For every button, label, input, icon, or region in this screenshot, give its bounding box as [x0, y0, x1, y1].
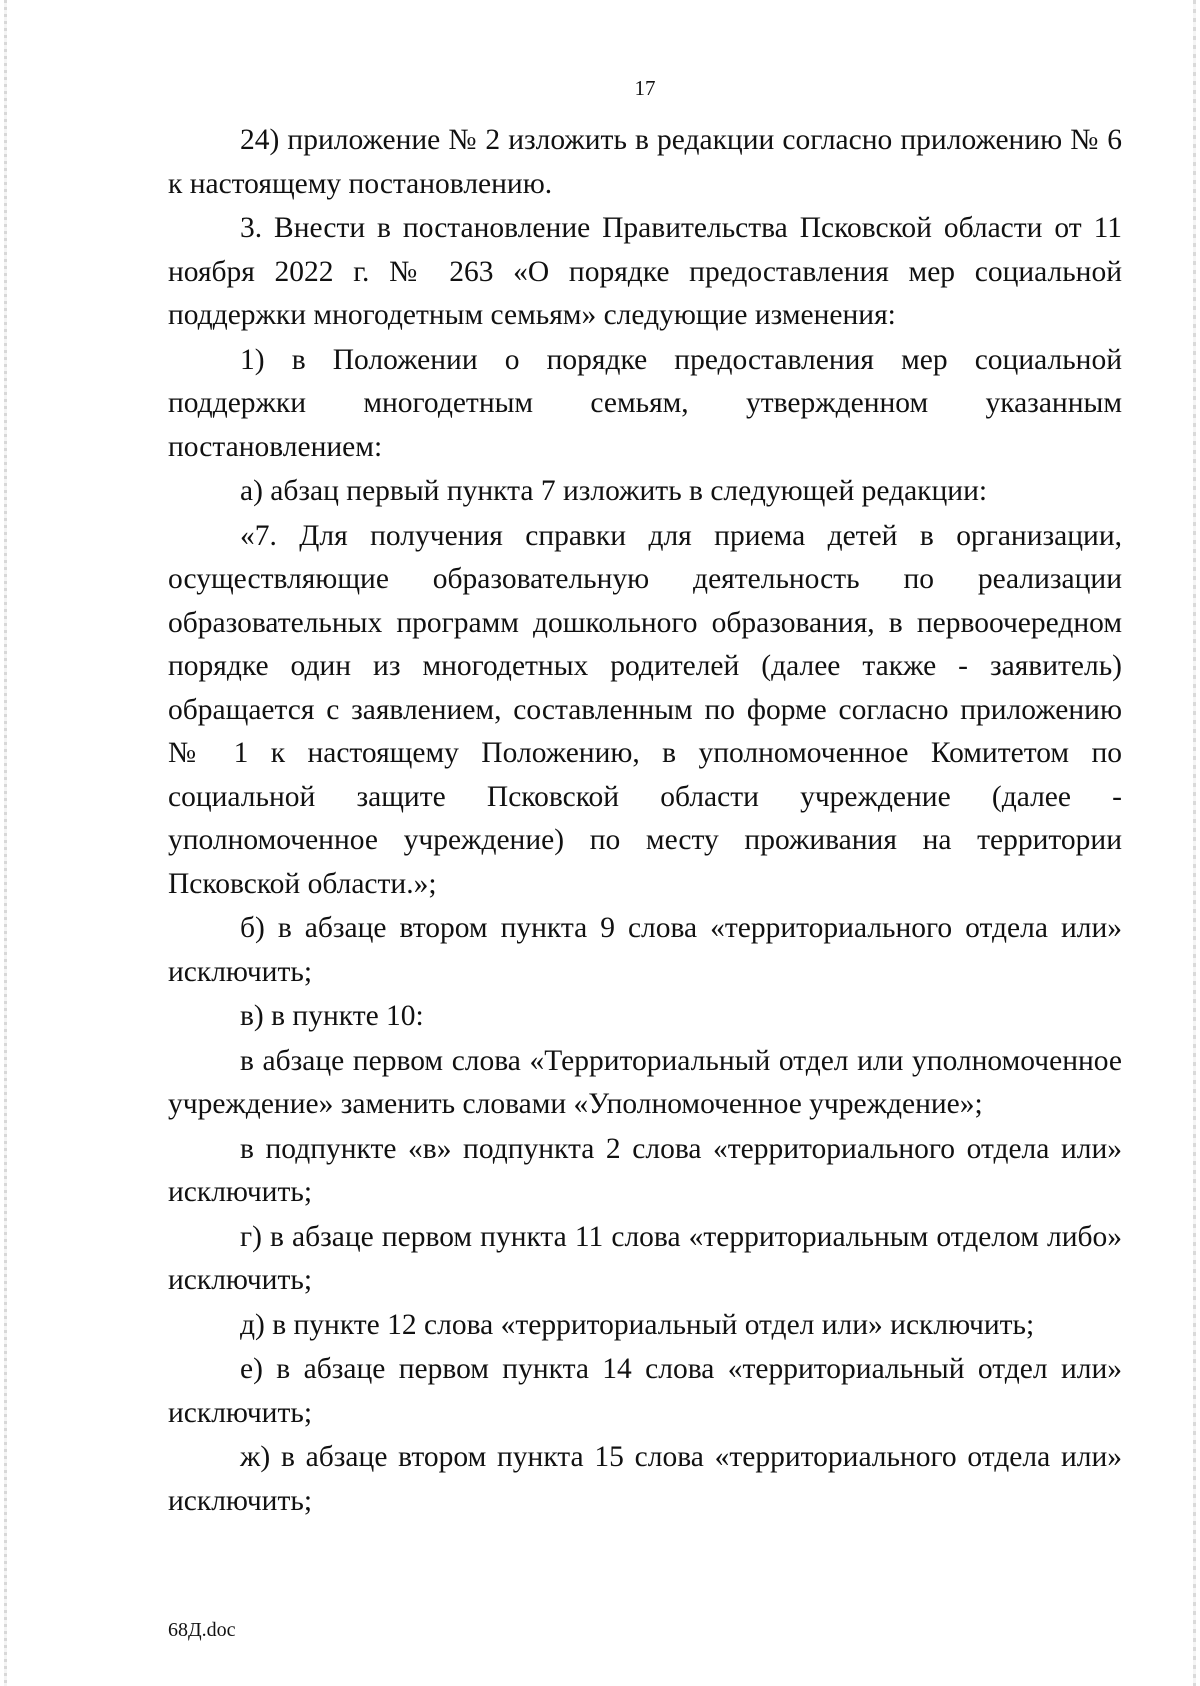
paragraph: ж) в абзаце втором пункта 15 слова «территориального отдела или» исключить; — [168, 1441, 1122, 1517]
scan-edge-right — [1193, 0, 1196, 1686]
paragraph: б) в абзаце втором пункта 9 слова «территориального отдела или» исключить; — [168, 912, 1122, 988]
paragraph: «7. Для получения справки для приема детей в организации, осуществляющие образовательную деятельность по реализации образовательных программ дошкольного образования, в первоочередном порядке один из многодетных родителей (далее также - заявитель) обращается с заявлением, составленным по форме согласно приложению № 1 к настоящему Положению, в уполномоченное Комитетом по социальной защите Псковской области учреждение (далее - уполномоченное учреждение) по месту проживания на территории Псковской области.»; — [168, 519, 1122, 900]
paragraph: 24) приложение № 2 изложить в редакции согласно приложению № 6 к настоящему постановлению. — [168, 124, 1122, 200]
paragraph: а) абзац первый пункта 7 изложить в следующей редакции: — [240, 475, 988, 507]
paragraph: 3. Внести в постановление Правительства Псковской области от 11 ноября 2022 г. № 263 «О порядке предоставления мер социальной поддержки многодетным семьям» следующие изменения: — [168, 212, 1122, 331]
paragraph: д) в пункте 12 слова «территориальный отдел или» исключить; — [240, 1308, 1035, 1341]
document-body — [168, 119, 1122, 1523]
paragraph: г) в абзаце первом пункта 11 слова «территориальным отделом либо» исключить; — [168, 1220, 1122, 1296]
paragraph: в абзаце первом слова «Территориальный отдел или уполномоченное учреждение» заменить словами «Уполномоченное учреждение»; — [168, 1044, 1122, 1120]
paragraph: в) в пункте 10: — [240, 1000, 424, 1032]
paragraph: е) в абзаце первом пункта 14 слова «территориальный отдел или» исключить; — [168, 1353, 1122, 1429]
paragraph: 1) в Положении о порядке предоставления мер социальной поддержки многодетным семьям, утвержденном указанным постановлением: — [168, 343, 1122, 463]
page-number: 17 — [634, 76, 656, 100]
footer-filename: 68Д.doc — [168, 1619, 236, 1641]
scan-edge-left — [4, 0, 7, 1686]
paragraph: в подпункте «в» подпункта 2 слова «территориального отдела или» исключить; — [168, 1132, 1122, 1208]
